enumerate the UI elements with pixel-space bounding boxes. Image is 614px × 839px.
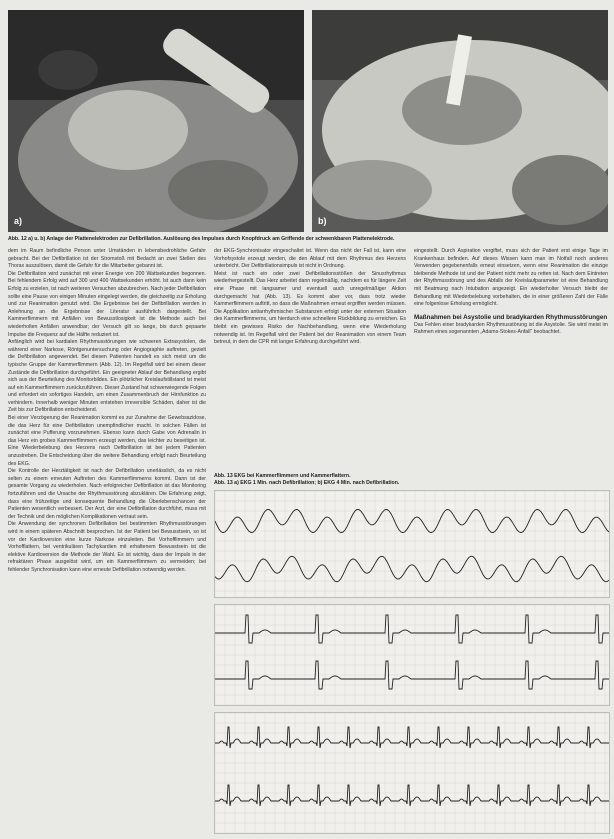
ecg-waveform [215,615,609,643]
ecg-waveform [215,556,609,582]
photo-b [312,10,608,232]
middle-paragraph: Meist ist nach ein oder zwei Defibrillationsstößen der Sinusrhythmus wiederhergestellt. Das Herz arbeitet dann regelmäßig, nachdem es für längere Zeit eine Phase mit langsamer und eventuell auch unregelmäßiger Aktion durchgemacht hat (Abb. 13). Es kommt aber vor, dass trotz wieder Kammerflimmern auftritt, so dass die Maßnahmen erneut ergriffen werden müssen. Die Applikation antiarrhythmischer Substanzen erfolgt unter der externen Situation des Kammerflimmerns, um hierdurch eine schnellere Rückbildung zu erreichen. Es bleibt ein gewisses Risiko der Nachbehandlung, wenn eine Wiederholung notwendig ist. Im Regelfall wird der Patient bei der Reanimation von einem Team betreut, in dem die CPR mit langer Erfahrung durchgeführt wird. [214,270,406,346]
ecg-caption-line: Abb. 13 EKG bei Kammerflimmern und Kammerflattern. [214,473,351,479]
left-column [8,248,206,832]
photo-b-label: b) [318,216,327,226]
photo-a-image [8,10,304,232]
left-paragraph: Anfänglich wird bei kardialen Rhythmusstörungen wie schweren Extrasystolen, die während einer Narkose, Röntgenuntersuchung oder Angiographie auftreten, gezielt die Defibrillation angewendet. Bei diesen Patienten handelt es sich meist um die typische Gruppe der Kammerflimmern (Abb. 12). Im Regelfall wird bei einem dieser Zustände die Defibrillation durchgeführt. Ein geeigneter Ablauf der Behandlung ergibt sich aus der Beurteilung des Monitorbildes. Ein plötzlicher Kreislaufstillstand ist meist auf ein Kammerflimmern zurückzuführen. Dieser Zustand hat schwerwiegende Folgen und erfordert ein sofortiges Handeln, um einen Zusammenbruch der Hirnfunktion zu verhindern. Innerhalb weniger Minuten entstehen irreversible Schäden, daher ist die Zeit bis zur Defibrillation entscheidend. [8,339,206,414]
left-paragraph: Die Kontrolle der Herztätigkeit ist nach der Defibrillation unerlässlich, da es nicht selten zu einem erneuten Auftreten des Kammerflimmerns kommt. Dann ist der gesamte Vorgang zu wiederholen. Nach erfolgreicher Defibrillation ist das Monitoring fortzuführen und die Ursache der Rhythmusstörung abzuklären. Die Erfahrung zeigt, dass eine frühzeitige und konsequente Behandlung die Überlebenschancen der Patienten wesentlich verbessert. Der Arzt, der eine Defibrillation durchführt, muss mit der Technik und den möglichen Komplikationen vertraut sein. [8,468,206,520]
ecg-strip-1 [214,490,610,598]
left-paragraph: Die Anwendung der synchronen Defibrillation bei bestimmten Rhythmusstörungen wird in einem späteren Abschnitt besprochen. Ist der Patient bei Bewusstsein, so ist vor der Kardioversion eine kurze Narkose einzuleiten. Bei Vorhofflimmern und Vorhofflattern, bei ventrikulären Tachykardien mit erhaltenem Bewusstsein ist die elektive Kardioversion die Methode der Wahl. Es ist wichtig, dass der Impuls in der refraktären Phase ausgelöst wird, um ein Kammerflimmern zu vermeiden; bei fehlender Synchronisation kann eine erneute Defibrillation notwendig werden. [8,521,206,573]
right-paragraph: eingestellt. Durch Aspiration vergiftet, muss sich der Patient erst einige Tage im Krankenhaus befinden. Auf dieses Wissen kann man im Notfall noch anderes Verwenden gegebenenfalls erneut einsetzen, wenn eine Reanimation die einzige bleibende Methode ist und der Patient nicht mehr zu retten ist. Nach dem Eintreten der Rhythmusstörung und des Abfalls der Kreislaufparameter ist eine Behandlung mit Beatmung nach Intubation angezeigt. Ein wiederholter Versuch bleibt der Behandlung mit Wiederbelebung vorbehalten, die in einer größeren Zahl der Fälle eine folgenlose Erholung ermöglicht. [414,248,608,308]
ecg-caption-line: Abb. 13 a) EKG 1 Min. nach Defibrillation; b) EKG 4 Min. nach Defibrillation. [214,480,400,486]
ecg-trace-2 [215,605,609,705]
middle-paragraph: der EKG-Synchronisator eingeschaltet ist. Wenn das nicht der Fall ist, kann eine Vorhofsystole erzeugt werden, die den Ablauf mit dem Rhythmus des Herzens unterbricht. Der Defibrillationsimpuls ist nicht in Ordnung. [214,248,406,270]
ecg-strip-2 [214,604,610,706]
ecg-waveform [215,727,609,748]
figure-12-caption: Abb. 12 a) u. b) Anlage der Plattenelektroden zur Defibrillation. Auslösung des Impulses durch Knopfdruck am Griffende der schwenkbaren Plattenelektrode. [8,236,395,242]
photo-a [8,10,304,232]
ecg-trace-1 [215,491,609,597]
right-column [414,248,608,464]
middle-column [214,248,406,464]
photo-a-label: a) [14,216,23,226]
right-paragraph: Das Fehlen einer bradykarden Rhythmusstörung ist die Asystolie. Sie wird meist im Rahmen eines sogenannten „Adams-Stokes-Anfall“ beobachtet. [414,321,608,336]
left-paragraph: dem im Raum befindliche Person unter Umständen in lebensbedrohliche Gefahr gebracht. Bei der Defibrillation ist der Stromstoß mit Bedacht an zwei Stellen des Thorax auszulösen, damit die Gefahr für die Mitarbeiter gebannt ist. [8,248,206,270]
ecg-trace-3 [215,713,609,833]
left-paragraph: Die Defibrillation wird zunächst mit einer Energie von 200 Wattsekunden begonnen. Bei fehlendem Erfolg wird auf 300 und 400 Wattsekunden erhöht. Ist auch dann kein Erfolg zu erzielen, ist nach weiteren Versuchen abzubrechen. Nach jeder Defibrillation sollte eine Pause von einigen Minuten eingelegt werden, die gleichzeitig zur Erholung und zur Reanimation genutzt wird. Die Ergebnisse bei der Defibrillation werden in Anlehnung an die Ergebnisse der Literatur ausführlich dargestellt. Bei Kammerflimmern mit Anfällen von Bewusstlosigkeit ist die Methode auch bei wiederholten Anfällen anwendbar; der Versuch gilt so lange, bis durch gepaarte Impulse die Frequenz auf die Hälfte reduziert ist. [8,270,206,338]
ecg-strip-3 [214,712,610,834]
ecg-caption [214,473,609,487]
section-heading: Maßnahmen bei Asystolie und bradykarden Rhythmusstörungen [414,313,608,321]
photo-b-image [312,10,608,232]
left-paragraph: Bei einer Verzögerung der Reanimation kommt es zur Zunahme der Gewebsazidose, die das Herz für eine Defibrillation unempfindlicher macht. In solchen Fällen ist zunächst eine Pufferung vorzunehmen. Ebenso kann durch Gabe von Adrenalin in das Herz ein grobes Kammerflimmern erzeugt werden, das leichter zu beseitigen ist. Eine Wiederbelebung des Herzens nach Defibrillation ist bei jedem Patienten anzustreben. Die Entscheidung über die weitere Behandlung erfolgt nach Beurteilung des EKG. [8,415,206,467]
